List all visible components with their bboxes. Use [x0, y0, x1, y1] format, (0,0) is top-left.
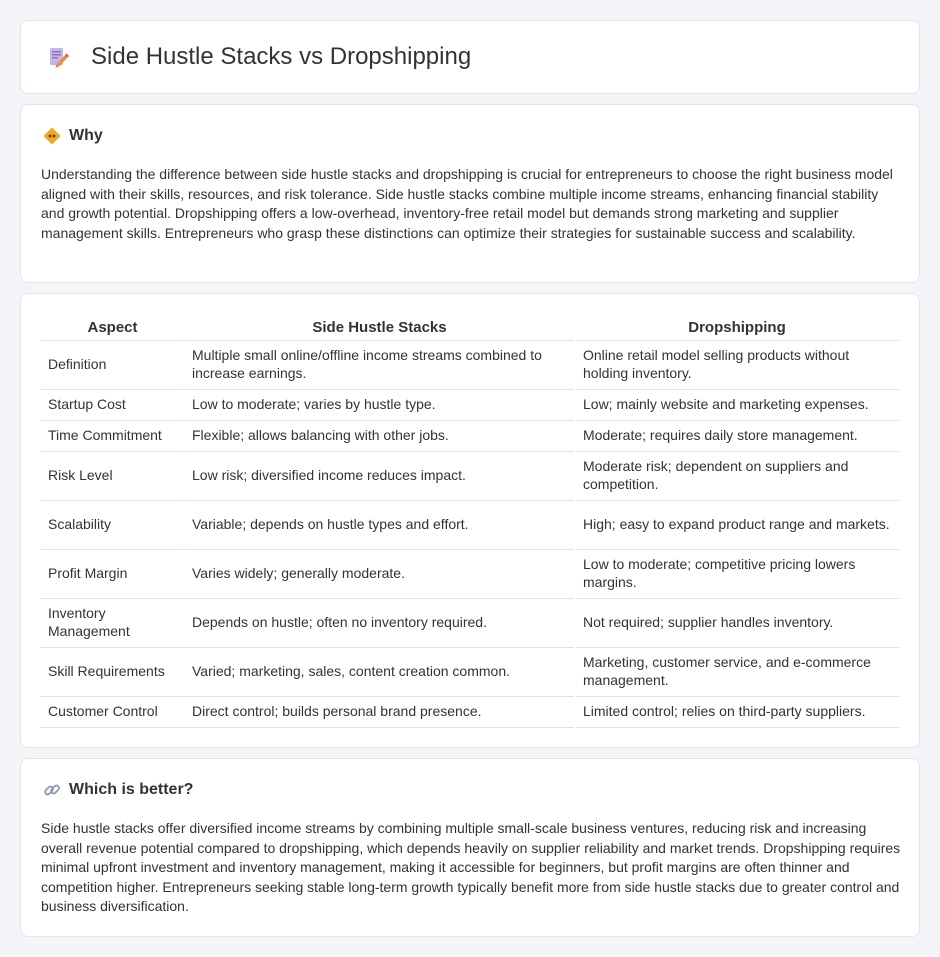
page-title: Side Hustle Stacks vs Dropshipping	[91, 43, 472, 70]
table-cell-dropshipping: Moderate; requires daily store management.	[575, 420, 899, 451]
table-header-aspect: Aspect	[41, 316, 184, 340]
why-section	[20, 104, 920, 283]
page-header	[21, 21, 919, 93]
why-heading	[43, 127, 103, 145]
document-pencil-icon	[47, 46, 69, 68]
table-cell-aspect: Definition	[41, 340, 184, 389]
table-row	[41, 500, 899, 549]
comparison-section	[20, 293, 920, 748]
table-cell-dropshipping: High; easy to expand product range and markets.	[575, 500, 899, 549]
table-cell-dropshipping: Low; mainly website and marketing expenses.	[575, 389, 899, 420]
table-row	[41, 598, 899, 647]
table-header-side-hustle: Side Hustle Stacks	[184, 316, 575, 340]
table-cell-dropshipping: Low to moderate; competitive pricing lowers margins.	[575, 549, 899, 598]
table-row	[41, 549, 899, 598]
diamond-sign-icon	[43, 127, 61, 145]
table-cell-side-hustle: Varied; marketing, sales, content creation common.	[184, 647, 575, 696]
table-cell-aspect: Customer Control	[41, 696, 184, 727]
why-title: Why	[69, 127, 103, 144]
which-better-text: Side hustle stacks offer diversified income streams by combining multiple small-scale business ventures, reducing risk and increasing overall revenue potential compared to dropshipping, which depends heavily on supplier reliability and market trends. Dropshipping requires minimal upfront investment and inventory management, making it accessible for beginners, but profit margins are often thinner and competition higher. Entrepreneurs seeking stable long-term growth typically benefit more from side hustle stacks due to greater control and business diversification.	[41, 820, 901, 914]
link-icon	[43, 781, 61, 799]
table-cell-side-hustle: Low risk; diversified income reduces impact.	[184, 451, 575, 500]
comparison-table	[41, 316, 899, 728]
table-header-dropshipping: Dropshipping	[575, 316, 899, 340]
table-cell-aspect: Inventory Management	[41, 598, 184, 647]
table-cell-side-hustle: Depends on hustle; often no inventory required.	[184, 598, 575, 647]
table-row	[41, 647, 899, 696]
table-cell-aspect: Risk Level	[41, 451, 184, 500]
table-header-row	[41, 316, 899, 340]
table-cell-aspect: Startup Cost	[41, 389, 184, 420]
table-cell-side-hustle: Low to moderate; varies by hustle type.	[184, 389, 575, 420]
table-cell-aspect: Time Commitment	[41, 420, 184, 451]
table-cell-side-hustle: Direct control; builds personal brand presence.	[184, 696, 575, 727]
table-cell-aspect: Scalability	[41, 500, 184, 549]
which-better-heading	[43, 781, 193, 799]
table-cell-dropshipping: Limited control; relies on third-party suppliers.	[575, 696, 899, 727]
which-better-section	[20, 758, 920, 937]
table-row	[41, 389, 899, 420]
table-row	[41, 340, 899, 389]
header-card	[20, 20, 920, 94]
table-cell-side-hustle: Multiple small online/offline income streams combined to increase earnings.	[184, 340, 575, 389]
table-cell-dropshipping: Not required; supplier handles inventory.	[575, 598, 899, 647]
table-cell-aspect: Profit Margin	[41, 549, 184, 598]
table-cell-dropshipping: Marketing, customer service, and e-commerce management.	[575, 647, 899, 696]
why-text: Understanding the difference between side hustle stacks and dropshipping is crucial for entrepreneurs to choose the right business model aligned with their skills, resources, and risk tolerance. Side hustle stacks combine multiple income streams, enhancing financial stability and growth potential. Dropshipping offers a low-overhead, inventory-free retail model but demands strong marketing and supplier management skills. Entrepreneurs who grasp these distinctions can optimize their strategies for sustainable success and scalability.	[41, 166, 893, 241]
table-row	[41, 451, 899, 500]
table-cell-side-hustle: Variable; depends on hustle types and effort.	[184, 500, 575, 549]
table-cell-side-hustle: Flexible; allows balancing with other jobs.	[184, 420, 575, 451]
table-cell-side-hustle: Varies widely; generally moderate.	[184, 549, 575, 598]
table-row	[41, 696, 899, 727]
table-cell-aspect: Skill Requirements	[41, 647, 184, 696]
which-better-title: Which is better?	[69, 781, 194, 798]
table-row	[41, 420, 899, 451]
table-cell-dropshipping: Online retail model selling products without holding inventory.	[575, 340, 899, 389]
table-cell-dropshipping: Moderate risk; dependent on suppliers and competition.	[575, 451, 899, 500]
